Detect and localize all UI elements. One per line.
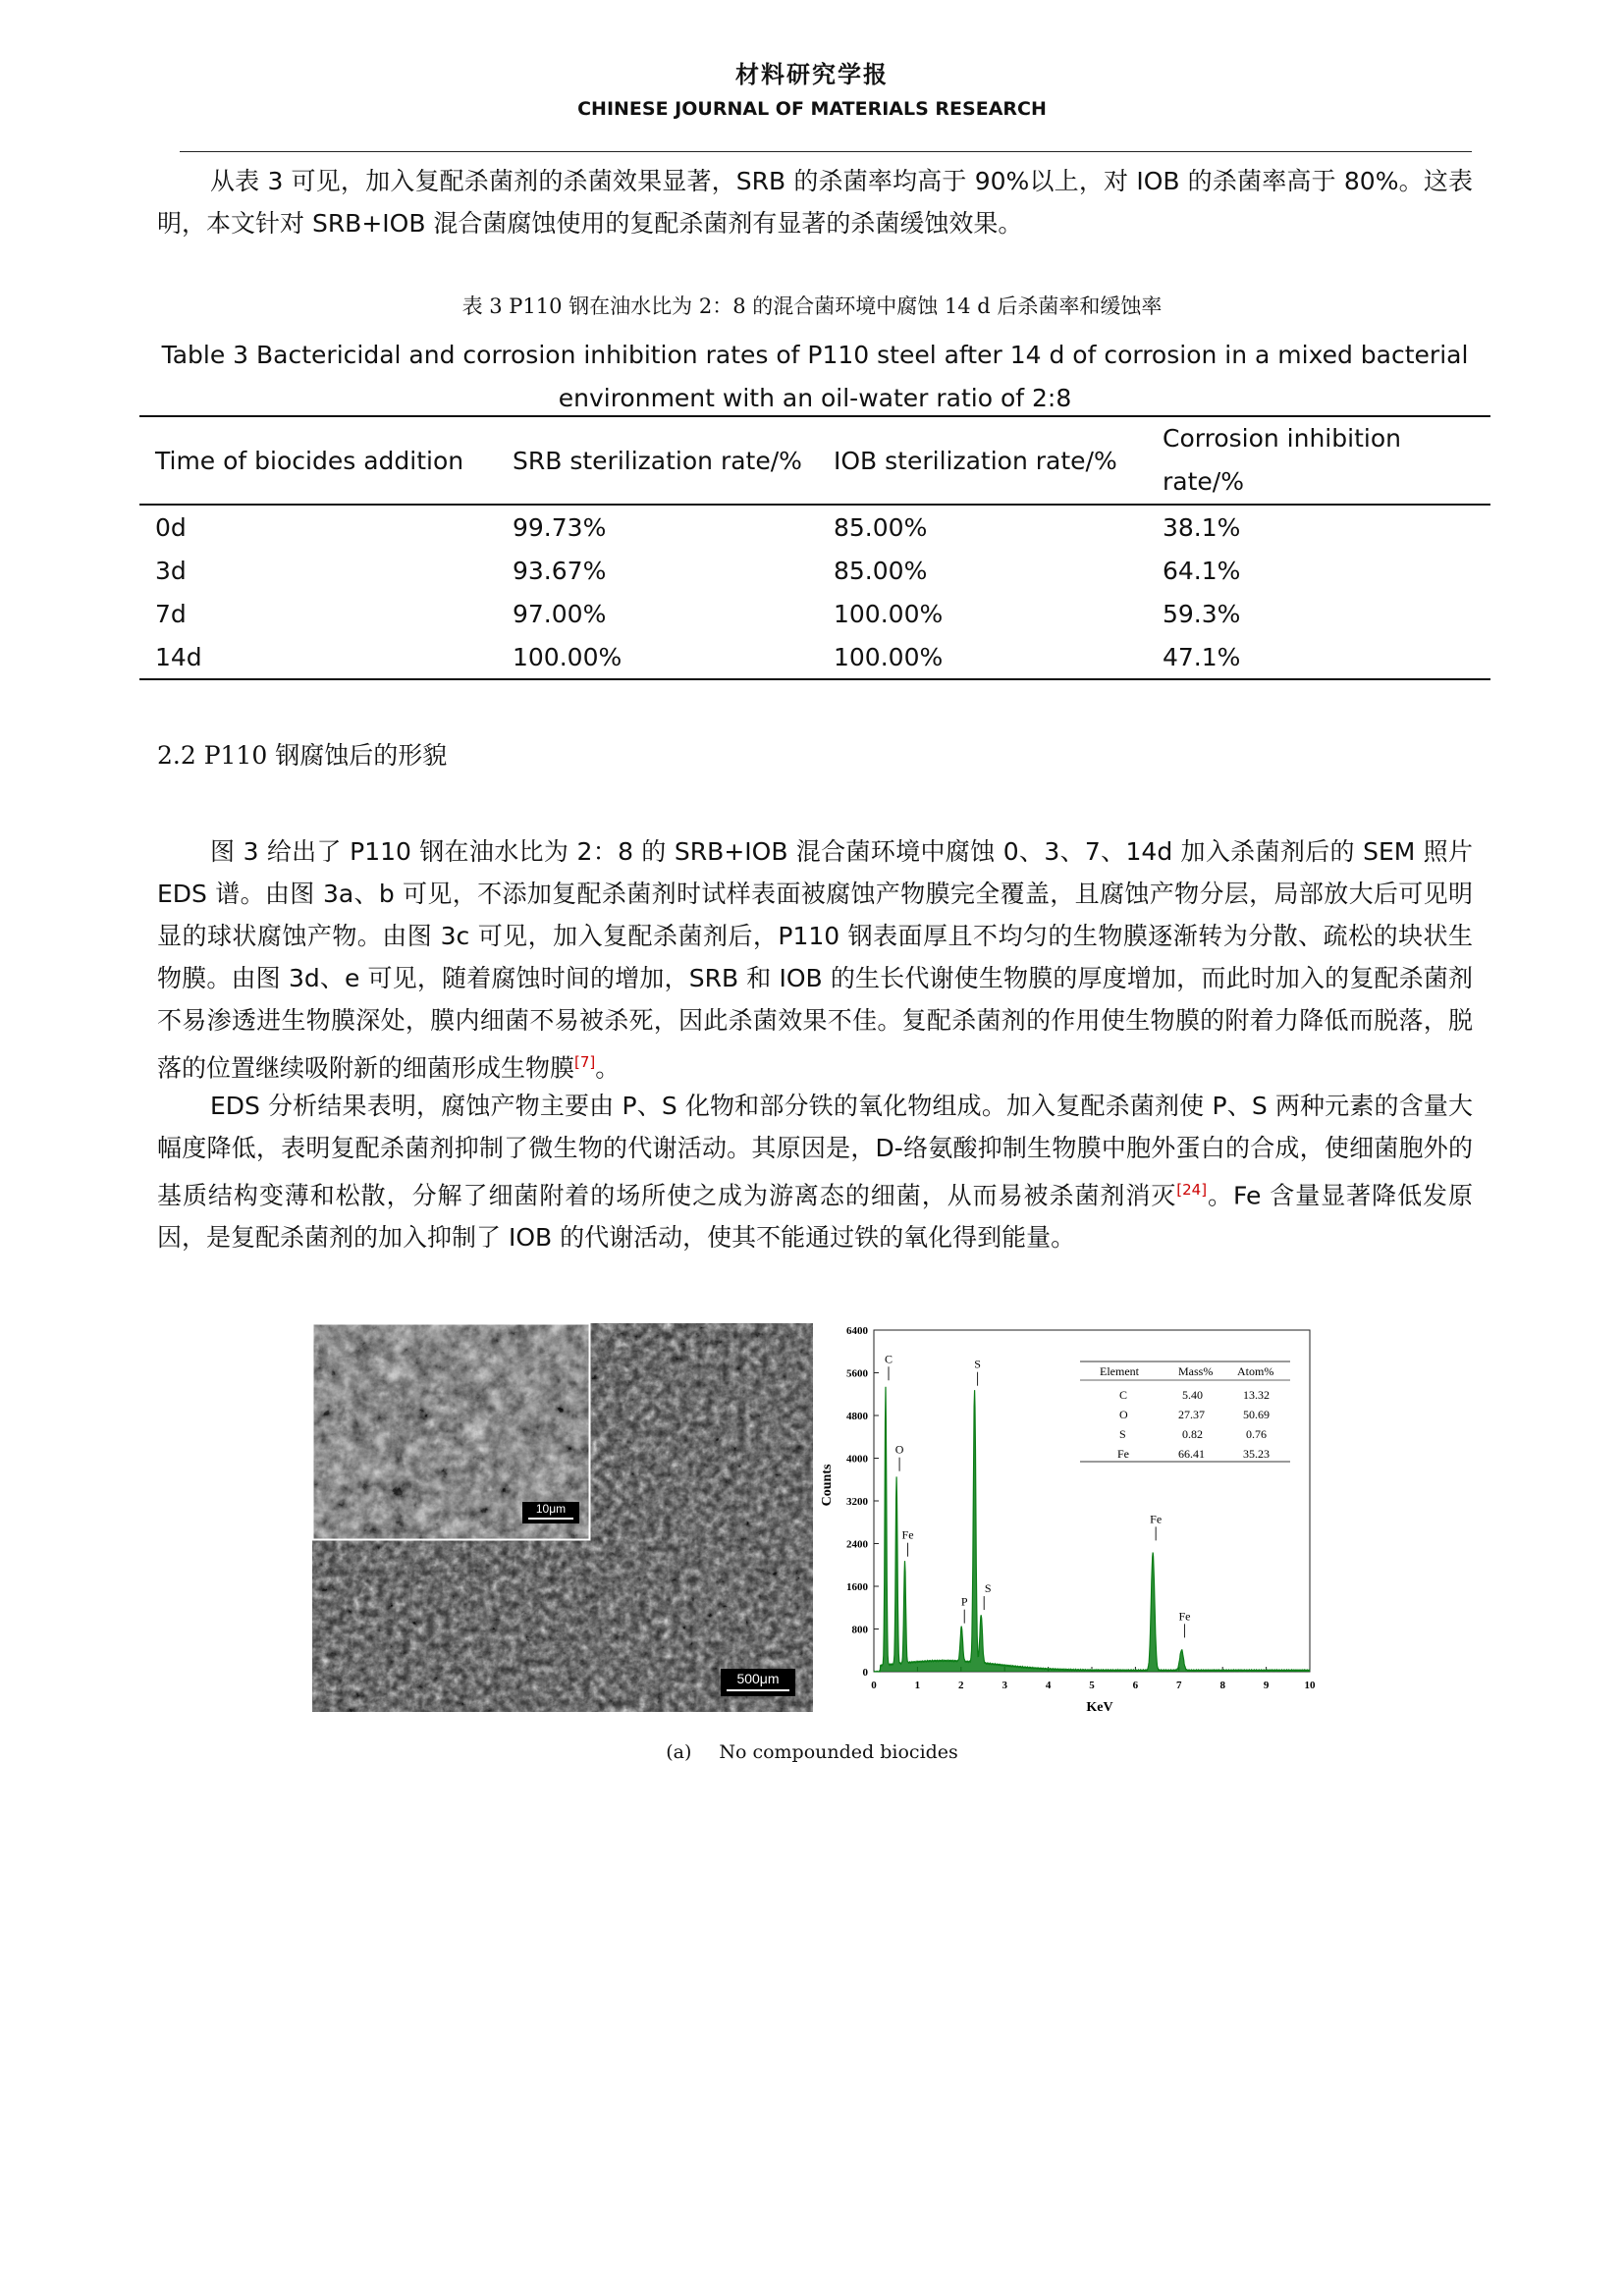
body-paragraph-sem: [157, 830, 1473, 1089]
scale-bar-inset: [522, 1502, 579, 1523]
table-cell: 3d: [155, 556, 187, 585]
paragraph-text: EDS 分析结果表明，腐蚀产物主要由 P、S 化物和部分铁的氧化物组成。加入复配杀菌剂使 P、S 两种元素的含量大幅度降低，表明复配杀菌剂抑制了微生物的代谢活动。其原因是，D-络氨酸抑制生物膜中胞外蛋白的合成，使细菌胞外的基质结构变薄和松散，分解了细菌附着的场所使之成为游离态的细菌，从而易被杀菌剂消灭: [157, 1092, 1473, 1210]
table-header-row: [139, 416, 1490, 505]
table-cell: 100.00%: [513, 642, 623, 671]
eds-table-cell: 13.32: [1243, 1388, 1270, 1402]
eds-spectrum-chart: [817, 1318, 1327, 1721]
table-cell: 100.00%: [834, 642, 944, 671]
scale-label-inset: 10μm: [535, 1502, 567, 1516]
eds-y-tick-label: 2400: [846, 1538, 868, 1551]
table-header-cell: Time of biocides addition: [155, 446, 464, 475]
eds-table-cell: C: [1119, 1388, 1128, 1402]
eds-y-axis-label: Counts: [820, 1464, 835, 1507]
table-cell: 64.1%: [1163, 556, 1241, 585]
table-header-cell: Corrosion inhibition rate/%: [1163, 424, 1401, 496]
eds-x-tick-label: 5: [1089, 1680, 1095, 1691]
eds-x-tick-label: 8: [1219, 1680, 1225, 1691]
table-header-cell: SRB sterilization rate/%: [513, 446, 802, 475]
eds-x-tick-label: 7: [1176, 1680, 1182, 1691]
table-cell: 47.1%: [1163, 642, 1241, 671]
header-divider: [180, 151, 1472, 152]
table3-caption-cn: 表 3 P110 钢在油水比为 2：8 的混合菌环境中腐蚀 14 d 后杀菌率和缓蚀率: [461, 294, 1163, 318]
paragraph-text: 图 3 给出了 P110 钢在油水比为 2：8 的 SRB+IOB 混合菌环境中腐蚀 0、3、7、14d 加入杀菌剂后的 SEM 照片 EDS 谱。由图 3a、b 可见，不添加复配杀菌剂时试样表面被腐蚀产物膜完全覆盖，且腐蚀产物分层，局部放大后可见明显的球状腐蚀产物。由图 3c 可见，加入复配杀菌剂后，P110 钢表面厚且不均匀的生物膜逐渐转为分散、疏松的块状生物膜。由图 3d、e 可见，随着腐蚀时间的增加，SRB 和 IOB 的生长代谢使生物膜的厚度增加，而此时加入的复配杀菌剂不易渗透进生物膜深处，膜内细菌不易被杀死，因此杀菌效果不佳。复配杀菌剂的作用使生物膜的附着力降低而脱落，脱落的位置继续吸附新的细菌形成生物膜: [157, 837, 1473, 1083]
citation-link[interactable]: [24]: [1176, 1181, 1208, 1199]
table-cell: 38.1%: [1163, 512, 1241, 542]
table-cell: 97.00%: [513, 599, 607, 628]
eds-table-cell: 35.23: [1243, 1447, 1270, 1461]
eds-peak-label: C: [884, 1352, 893, 1366]
eds-peak-label: S: [984, 1581, 992, 1596]
eds-plot-frame: [874, 1330, 1310, 1672]
table-cell: 0d: [155, 512, 187, 542]
eds-composition-table: [1080, 1362, 1290, 1462]
eds-x-tick-label: 6: [1132, 1680, 1139, 1691]
table-row: [139, 635, 1490, 679]
eds-table-cell: O: [1119, 1408, 1128, 1421]
eds-peak-label: Fe: [901, 1527, 914, 1542]
eds-spectrum-line: [874, 1387, 1310, 1672]
eds-x-tick-label: 4: [1045, 1680, 1052, 1691]
eds-y-tick-label: 0: [862, 1667, 868, 1679]
eds-peak-label: S: [974, 1357, 981, 1371]
eds-peak-label: Fe: [1178, 1609, 1191, 1624]
eds-y-tick-label: 1600: [846, 1581, 868, 1593]
eds-x-axis-label: KeV: [1086, 1700, 1113, 1715]
eds-x-tick-label: 3: [1001, 1680, 1007, 1691]
eds-x-tick-label: 9: [1263, 1680, 1270, 1691]
eds-peak-label: Fe: [1150, 1512, 1163, 1526]
scale-bar-main: [721, 1669, 795, 1696]
scale-label-main: 500μm: [736, 1671, 780, 1686]
eds-x-tick-label: 0: [871, 1680, 877, 1691]
eds-y-tick-label: 800: [851, 1624, 868, 1636]
table3-caption-en: Table 3 Bactericidal and corrosion inhibition rates of P110 steel after 14 d of corrosion in a mixed bacterial environment with an oil-water ratio of 2:8: [161, 341, 1469, 412]
section-heading: 2.2 P110 钢腐蚀后的形貌: [157, 741, 448, 770]
eds-table-cell: 66.41: [1178, 1447, 1205, 1461]
sem-micrograph: [312, 1323, 813, 1712]
eds-peak-labels: [885, 1352, 1190, 1637]
citation-link[interactable]: [7]: [574, 1053, 596, 1071]
figure-caption-text: No compounded biocides: [719, 1741, 958, 1763]
table-cell: 99.73%: [513, 512, 607, 542]
eds-table-cell: S: [1119, 1427, 1126, 1441]
eds-y-tick-label: 5600: [846, 1367, 868, 1380]
paragraph-text-rest: 。Fe 含量显著降低发原因，是复配杀菌剂的加入抑制了 IOB 的代谢活动，使其不能通过铁的氧化得到能量。: [157, 1181, 1473, 1253]
table-cell: 7d: [155, 599, 187, 628]
table-row: [139, 505, 1490, 549]
eds-x-tick-label: 2: [958, 1680, 964, 1691]
table-cell: 85.00%: [834, 512, 928, 542]
eds-table-cell: 27.37: [1178, 1408, 1205, 1421]
eds-table-header: Element: [1100, 1364, 1139, 1378]
table-row: [139, 592, 1490, 635]
eds-spectrum-fill: [874, 1387, 1310, 1672]
eds-y-tick-label: 6400: [846, 1325, 868, 1337]
eds-table-cell: 0.76: [1246, 1427, 1267, 1441]
eds-table-cell: Fe: [1117, 1447, 1129, 1461]
eds-table-header: Mass%: [1178, 1364, 1214, 1378]
table-cell: 100.00%: [834, 599, 944, 628]
table-cell: 59.3%: [1163, 599, 1241, 628]
eds-y-tick-label: 3200: [846, 1496, 868, 1508]
eds-x-tick-label: 1: [914, 1680, 921, 1691]
table-cell: 14d: [155, 642, 202, 671]
eds-x-tick-label: 10: [1304, 1680, 1316, 1691]
eds-table-cell: 5.40: [1182, 1388, 1203, 1402]
body-paragraph-eds: [157, 1085, 1473, 1258]
figure-caption: [0, 1741, 1624, 1763]
eds-peak-label: O: [894, 1442, 904, 1457]
table-cell: 85.00%: [834, 556, 928, 585]
intro-paragraph: 从表 3 可见，加入复配杀菌剂的杀菌效果显著，SRB 的杀菌率均高于 90%以上，对 IOB 的杀菌率高于 80%。这表明，本文针对 SRB+IOB 混合菌腐蚀使用的复配杀菌剂有显著的杀菌缓蚀效果。: [157, 167, 1473, 238]
journal-title-en: CHINESE JOURNAL OF MATERIALS RESEARCH: [577, 98, 1047, 120]
eds-table-cell: 0.82: [1182, 1427, 1203, 1441]
table3: [139, 415, 1490, 680]
eds-y-tick-label: 4000: [846, 1453, 868, 1466]
journal-title-cn: 材料研究学报: [735, 61, 889, 88]
table-cell: 93.67%: [513, 556, 607, 585]
eds-y-tick-label: 4800: [846, 1411, 868, 1422]
eds-table-header: Atom%: [1237, 1364, 1274, 1378]
eds-table-cell: 50.69: [1243, 1408, 1270, 1421]
table-row: [139, 549, 1490, 592]
figure-caption-label: (a): [666, 1741, 692, 1763]
eds-peak-label: P: [960, 1594, 968, 1609]
paragraph-text-end: 。: [595, 1053, 621, 1083]
table-header-cell: IOB sterilization rate/%: [834, 446, 1117, 475]
